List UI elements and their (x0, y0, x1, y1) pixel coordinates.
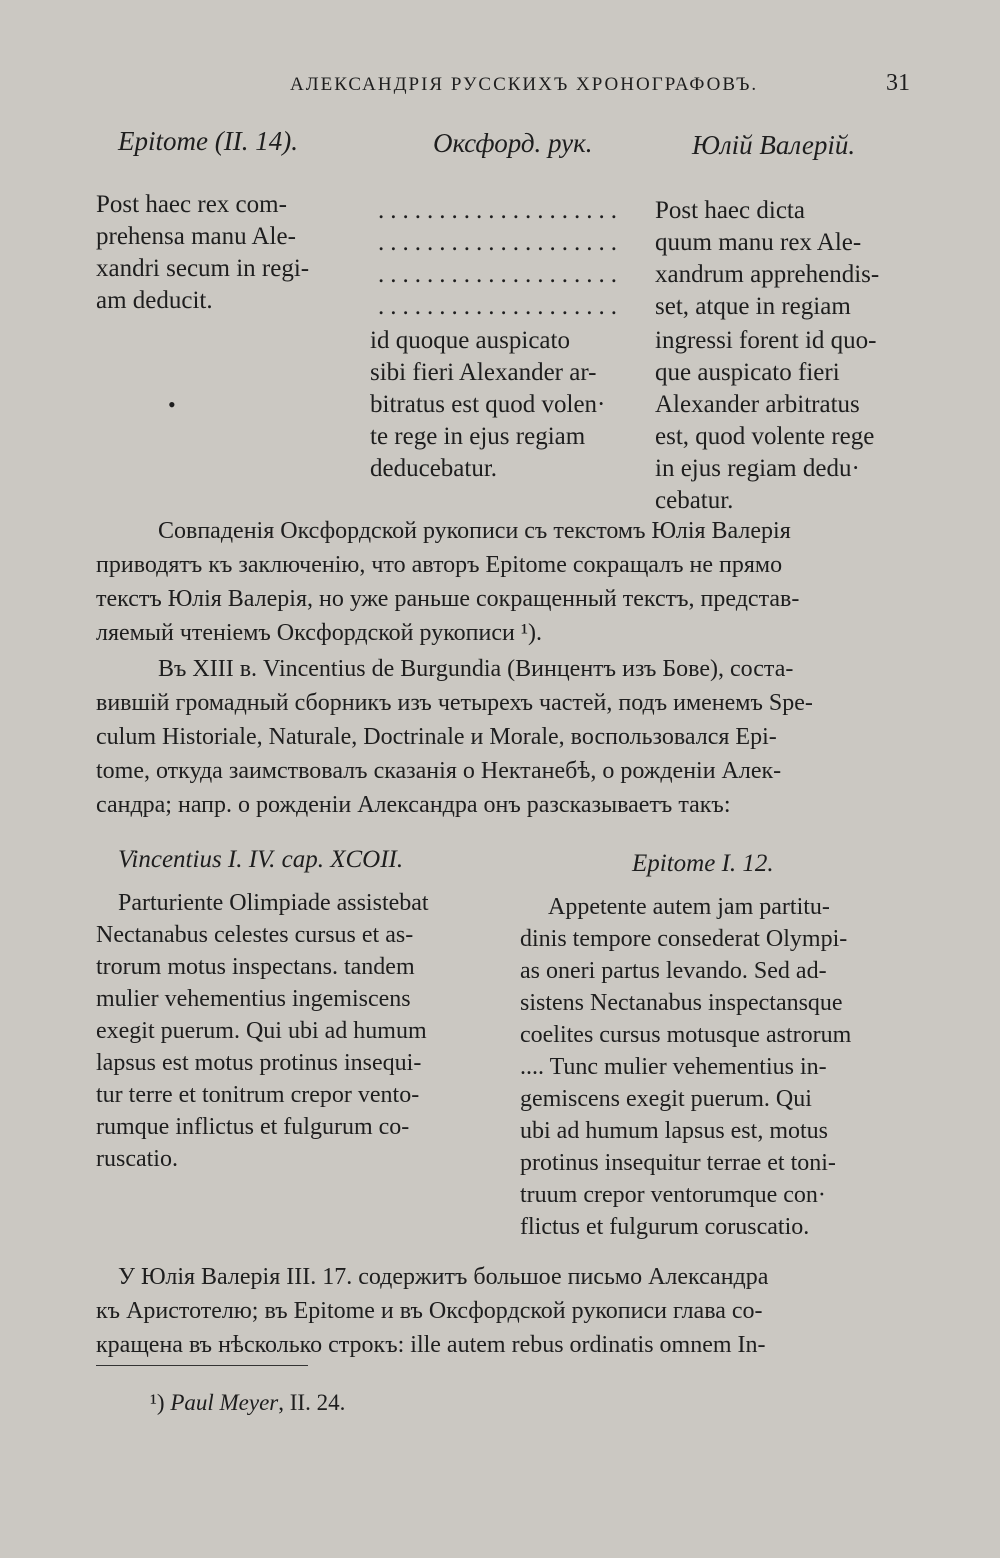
table2-right-line: sistens Nectanabus inspectansque (520, 990, 843, 1016)
table2-right-line: ubi ad humum lapsus est, motus (520, 1118, 828, 1144)
table1-col3-line: quum manu rex Ale- (655, 229, 862, 256)
table2-right-line: gemiscens exegit puerum. Qui (520, 1086, 812, 1112)
table2-right-line: flictus et fulgurum coruscatio. (520, 1214, 810, 1240)
column-header-vincentius: Vincentius I. IV. cap. XCOII. (118, 846, 404, 873)
table2-left-line: trorum motus inspectans. tandem (96, 954, 415, 980)
table2-left-line: tur terre et tonitrum crepor vento- (96, 1082, 420, 1108)
para1-line: текстъ Юлія Валерія, но уже раньше сокращенный текстъ, представ- (96, 586, 800, 612)
para1-line: приводятъ къ заключенію, что авторъ Epitome сокращалъ не прямо (96, 552, 783, 578)
table2-right-line: coelites cursus motusque astrorum (520, 1022, 852, 1048)
page-number: 31 (886, 70, 910, 96)
table2-right-line: .... Tunc mulier vehementius in- (520, 1054, 827, 1080)
para2-line: culum Historiale, Naturale, Doctrinale и Morale, воспользовался Epi- (96, 724, 777, 750)
table1-col2-dots: .................... (378, 261, 623, 288)
table2-left-line: ruscatio. (96, 1146, 178, 1172)
table2-left-line: mulier vehementius ingemiscens (96, 986, 411, 1012)
table2-right-line: dinis tempore consederat Olympi- (520, 926, 848, 952)
table1-col1-line: prehensa manu Ale- (96, 223, 296, 250)
para1-line: ляемый чтеніемъ Оксфордской рукописи ¹). (96, 620, 543, 646)
table1-col3-line: que auspicato fieri (655, 359, 840, 386)
table2-right-line: protinus insequitur terrae et toni- (520, 1150, 836, 1176)
column-header-epitome: Epitome (II. 14). (118, 126, 298, 156)
table1-col3-line: set, atque in regiam (655, 293, 851, 320)
table1-col3-line: cebatur. (655, 487, 734, 514)
table2-left-line: Parturiente Olimpiade assistebat (118, 890, 429, 916)
table1-col3-line: xandrum apprehendis- (655, 261, 880, 288)
para1-line: Совпаденія Оксфордской рукописи съ текстомъ Юлія Валерія (158, 518, 791, 544)
table2-left-line: Nectanabus celestes cursus et as- (96, 922, 414, 948)
column-header-epitome-2: Epitome I. 12. (632, 850, 774, 877)
table1-col2-line: bitratus est quod volen· (370, 391, 606, 418)
para3-line: У Юлія Валерія III. 17. содержитъ большое письмо Александра (118, 1264, 769, 1290)
footnote (150, 1390, 345, 1416)
footnote-mark: ¹) (150, 1390, 165, 1415)
table1-col1-line: xandri secum in regi- (96, 255, 310, 282)
table1-col2-dots: .................... (378, 229, 623, 256)
para2-line: Въ XIII в. Vincentius de Burgundia (Винцентъ изъ Бове), соста- (158, 656, 794, 682)
table2-right-line: as oneri partus levando. Sed ad- (520, 958, 827, 984)
table1-col2-dots: .................... (378, 197, 623, 224)
footnote-rule (96, 1365, 308, 1366)
table2-left-line: lapsus est motus protinus insequi- (96, 1050, 422, 1076)
para2-line: tome, откуда заимствовалъ сказанія о Нектанебѣ, о рожденіи Алек- (96, 758, 782, 784)
table1-col3-line: Post haec dicta (655, 197, 805, 224)
para3-line: къ Аристотелю; въ Epitome и въ Оксфордской рукописи глава со- (96, 1298, 763, 1324)
table1-col2-line: deducebatur. (370, 455, 498, 482)
stray-bullet: • (168, 392, 176, 417)
table2-left-line: exegit puerum. Qui ubi ad humum (96, 1018, 427, 1044)
table1-col2-line: te rege in ejus regiam (370, 423, 586, 450)
table2-right-line: truum crepor ventorumque con· (520, 1182, 826, 1208)
footnote-ref: , II. 24. (278, 1390, 346, 1415)
para2-line: сандра; напр. о рожденіи Александра онъ разсказываетъ такъ: (96, 792, 731, 818)
table2-left-line: rumque inflictus et fulgurum co- (96, 1114, 410, 1140)
para3-line: кращена въ нѣсколько строкъ: ille autem rebus ordinatis omnem In- (96, 1332, 766, 1358)
column-header-julius-valerius: Юлій Валерій. (692, 130, 856, 160)
table1-col3-line: Alexander arbitratus (655, 391, 860, 418)
table1-col1-line: Post haec rex com- (96, 191, 287, 218)
table1-col1-line: am deducit. (96, 287, 213, 314)
table1-col3-line: in ejus regiam dedu· (655, 455, 860, 482)
table1-col3-line: ingressi forent id quo- (655, 327, 877, 354)
table1-col2-dots: .................... (378, 293, 623, 320)
column-header-oxford: Оксфорд. рук. (433, 128, 593, 158)
table1-col2-line: sibi fieri Alexander ar- (370, 359, 597, 386)
footnote-author: Paul Meyer (170, 1390, 279, 1415)
table1-col2-line: id quoque auspicato (370, 327, 570, 354)
table1-col3-line: est, quod volente rege (655, 423, 875, 450)
para2-line: вившій громадный сборникъ изъ четырехъ частей, подъ именемъ Spe- (96, 690, 813, 716)
table2-right-line: Appetente autem jam partitu- (548, 894, 830, 920)
running-title: АЛЕКСАНДРІЯ РУССКИХЪ ХРОНОГРАФОВЪ. (290, 74, 759, 95)
